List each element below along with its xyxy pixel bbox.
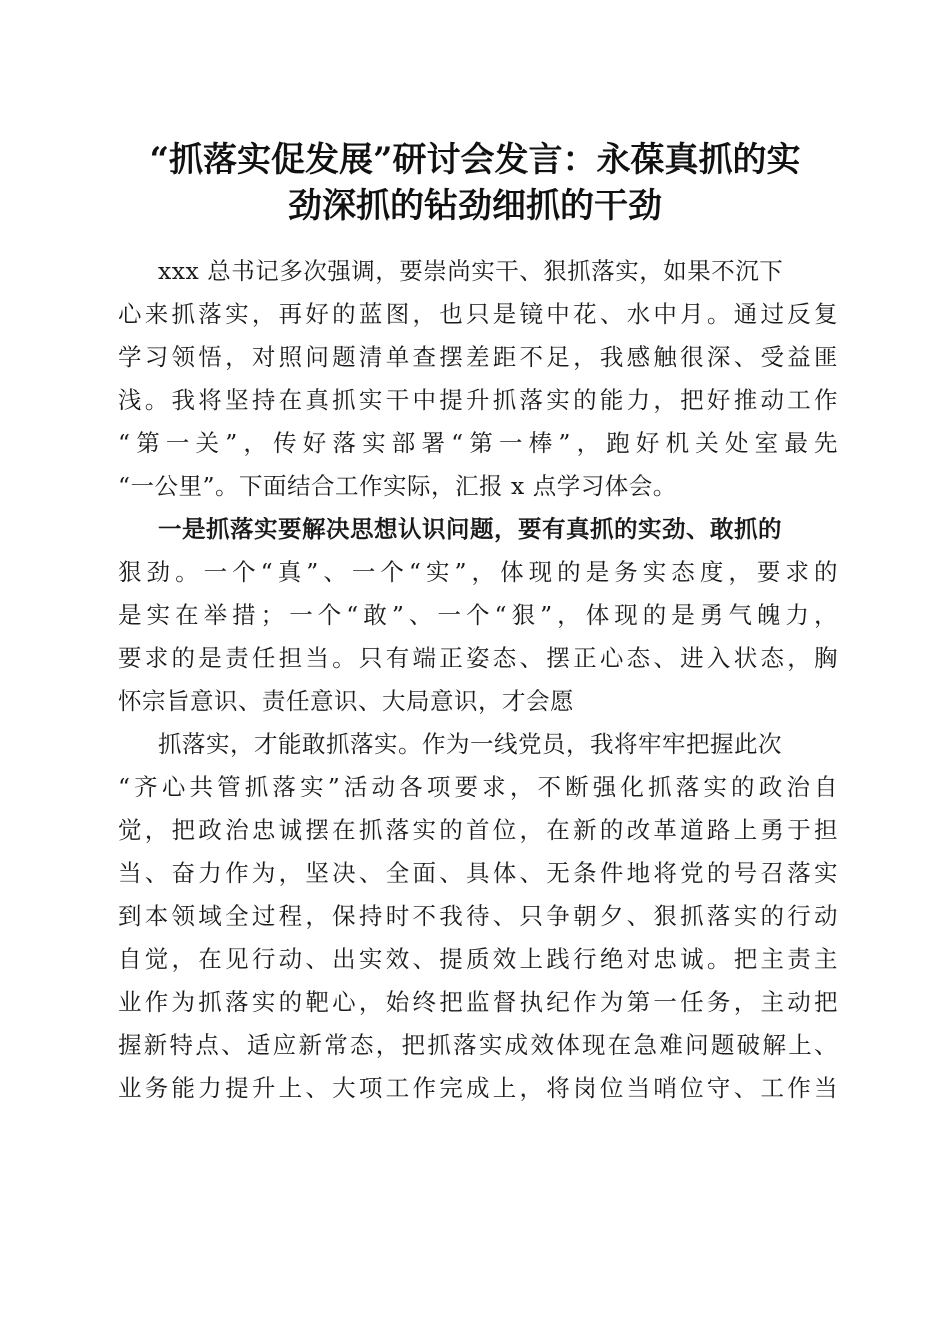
paragraph-3-line: “齐心共管抓落实”活动各项要求，不断强化抓落实的政治自 <box>118 773 838 801</box>
paragraph-1-line: “第一关”，传好落实部署“第一棒”，跑好机关处室最先 <box>118 429 838 457</box>
paragraph-3-line: 到本领域全过程，保持时不我待、只争朝夕、狠抓落实的行动 <box>118 902 838 930</box>
paragraph-1-line: 浅。我将坚持在真抓实干中提升抓落实的能力，把好推动工作 <box>118 386 838 414</box>
paragraph-1-line: xxx 总书记多次强调，要崇尚实干、狠抓落实，如果不沉下 <box>158 257 784 285</box>
document-body <box>118 250 838 1110</box>
title-line-2: 劲深抓的钻劲细抓的干劲 <box>288 186 662 226</box>
paragraph-2-line: 狠劲。一个“真”、一个“实”，体现的是务实态度，要求的 <box>118 558 838 586</box>
paragraph-2-line: 要求的是责任担当。只有端正姿态、摆正心态、进入状态，胸 <box>118 644 838 672</box>
paragraph-2-line: 是实在举措；一个“敢”、一个“狠”，体现的是勇气魄力， <box>118 601 838 629</box>
paragraph-3-line: 当、奋力作为，坚决、全面、具体、无条件地将党的号召落实 <box>118 859 838 887</box>
title-line-1: “抓落实促发展”研讨会发言：永葆真抓的实 <box>149 140 801 180</box>
paragraph-3-line: 抓落实，才能敢抓落实。作为一线党员，我将牢牢把握此次 <box>158 730 782 758</box>
paragraph-3-line: 握新特点、适应新常态，把抓落实成效体现在急难问题破解上、 <box>118 1031 838 1059</box>
paragraph-3-line: 自觉，在见行动、出实效、提质效上践行绝对忠诚。把主责主 <box>118 945 838 973</box>
paragraph-2-lead: 一是抓落实要解决思想认识问题，要有真抓的实劲、敢抓的 <box>158 515 782 543</box>
paragraph-3-line: 觉，把政治忠诚摆在抓落实的首位，在新的改革道路上勇于担 <box>118 816 838 844</box>
paragraph-3-line: 业务能力提升上、大项工作完成上，将岗位当哨位守、工作当 <box>118 1074 838 1102</box>
paragraph-1-line: 心来抓落实，再好的蓝图，也只是镜中花、水中月。通过反复 <box>118 300 838 328</box>
paragraph-2-line: 怀宗旨意识、责任意识、大局意识，才会愿 <box>118 687 574 715</box>
paragraph-1-line: 学习领悟，对照问题清单查摆差距不足，我感触很深、受益匪 <box>118 343 838 371</box>
document-title <box>100 137 850 229</box>
paragraph-1-line: “一公里”。下面结合工作实际，汇报 x 点学习体会。 <box>118 472 677 500</box>
paragraph-3-line: 业作为抓落实的靶心，始终把监督执纪作为第一任务，主动把 <box>118 988 838 1016</box>
